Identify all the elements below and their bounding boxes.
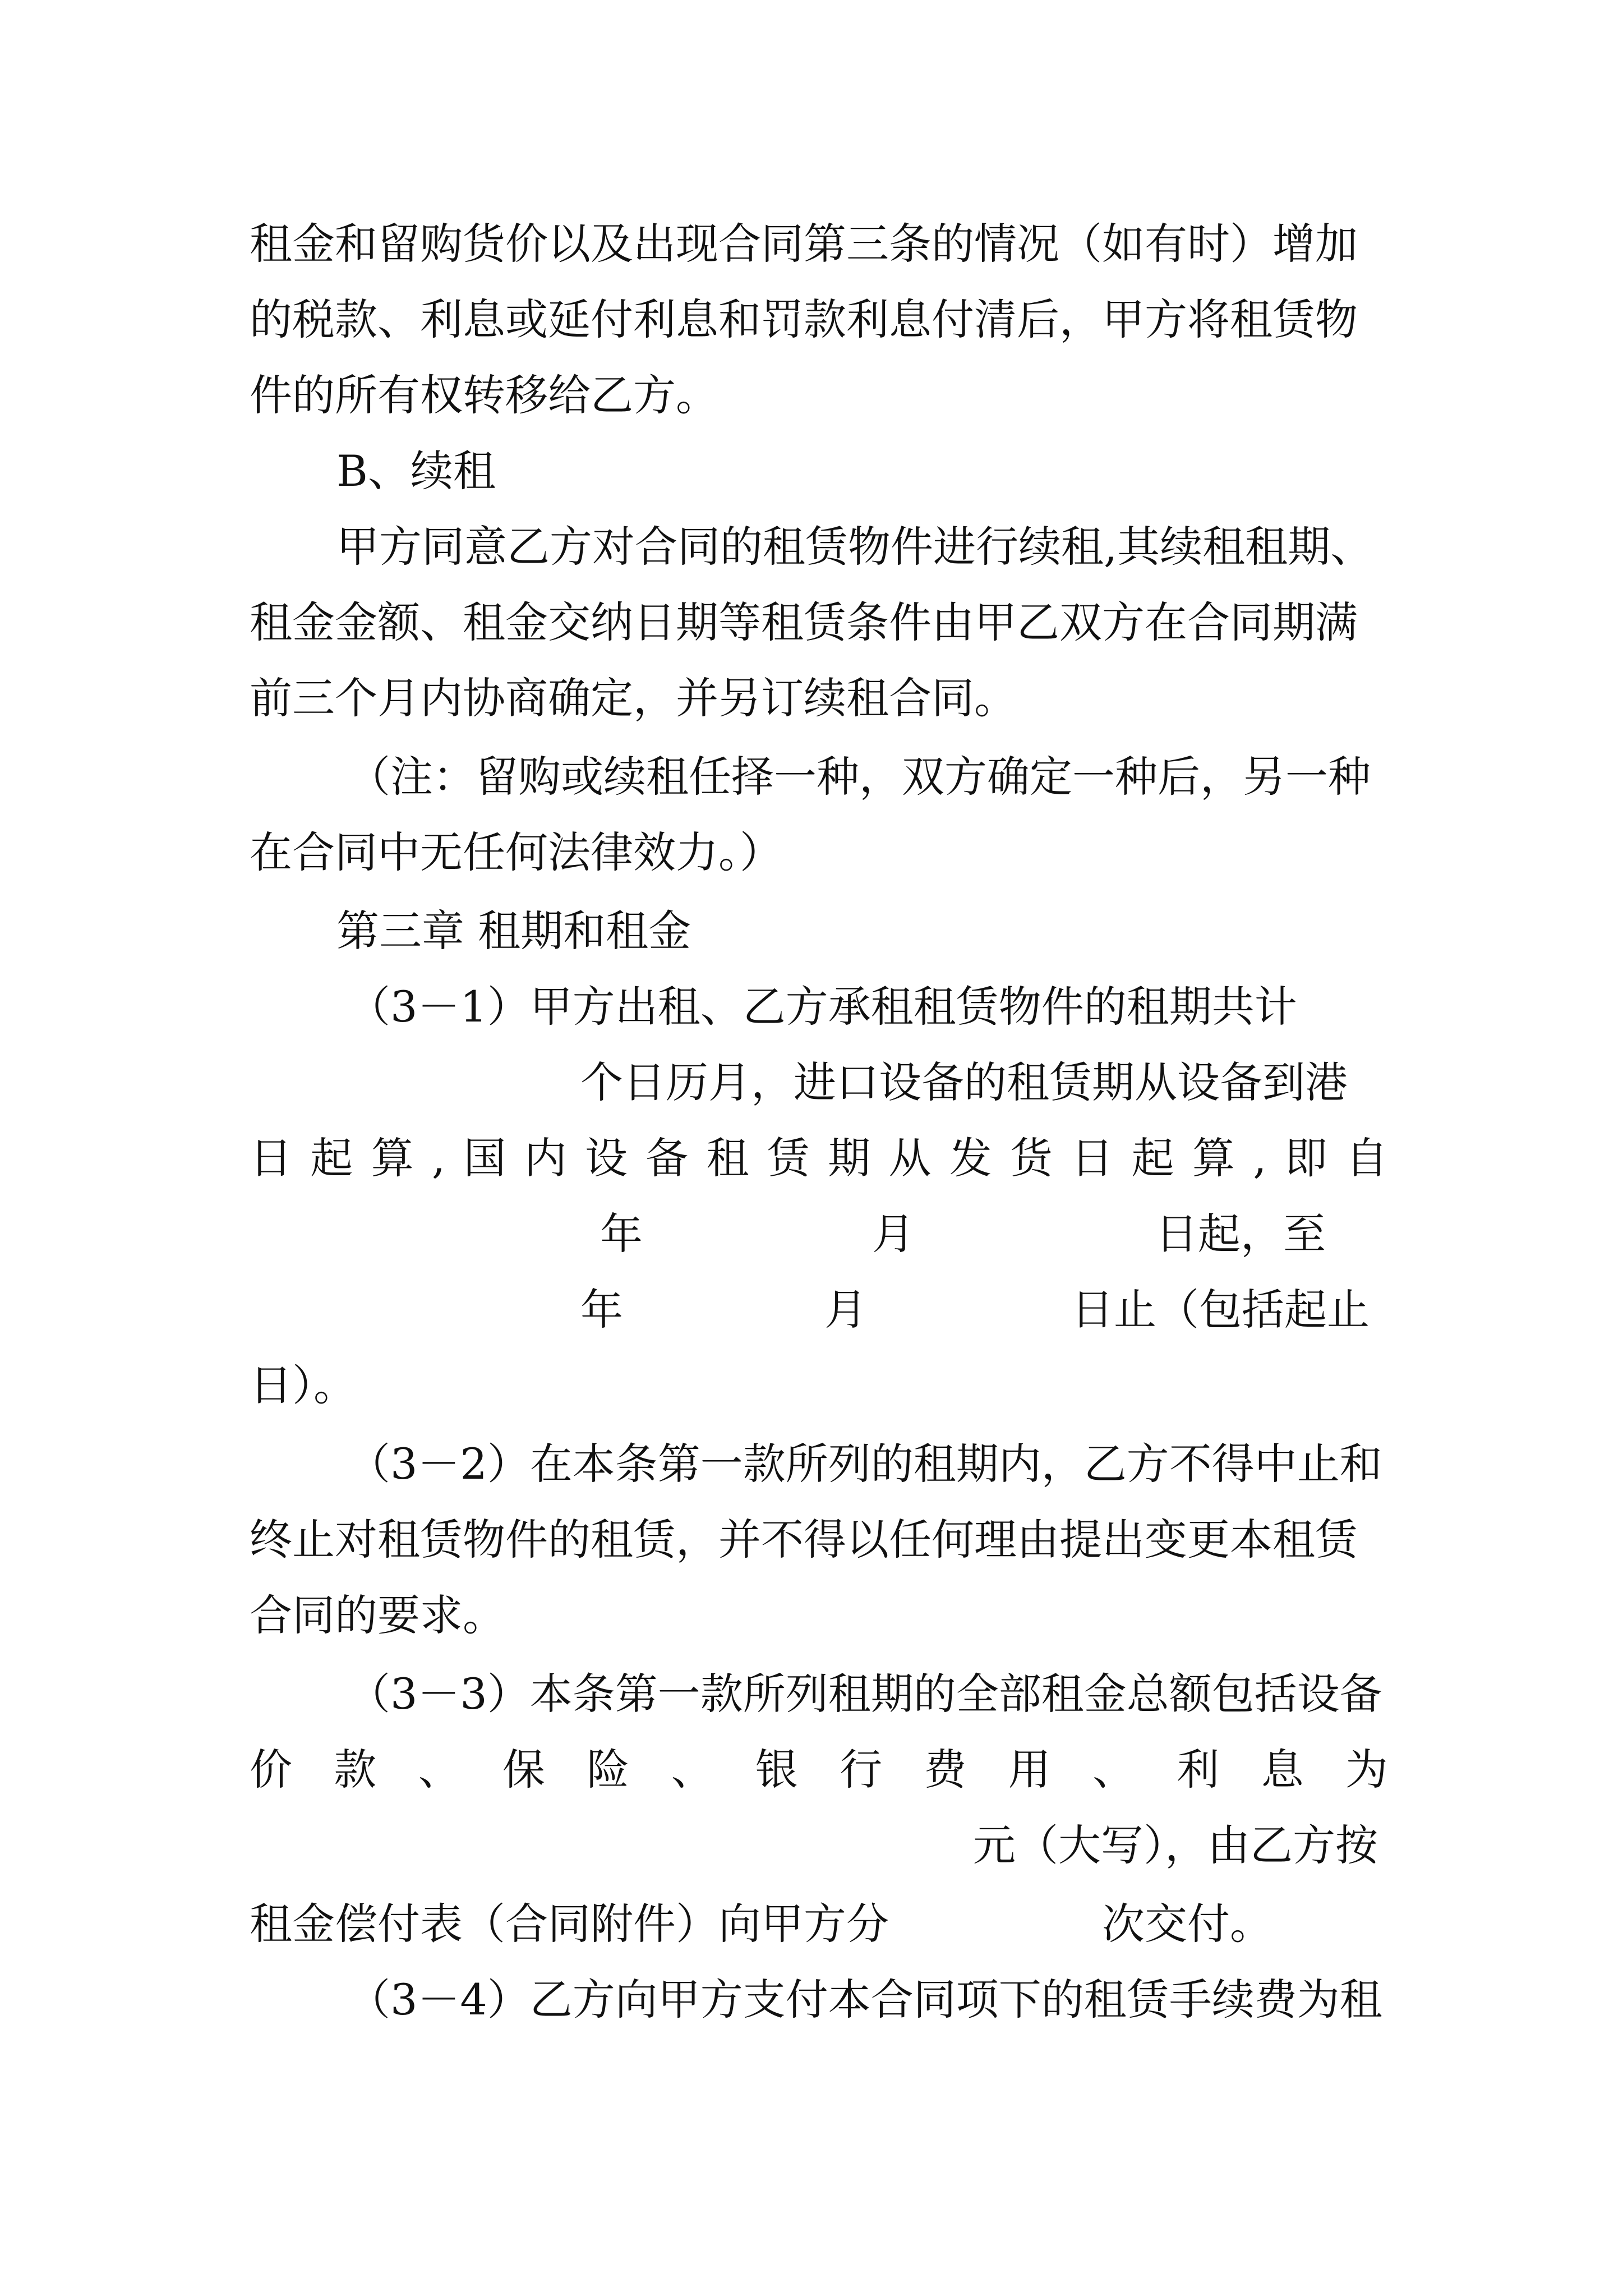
justified-char: 息 <box>1261 1745 1304 1795</box>
clause-3-1-line: 个日历月，进口设备的租赁期从设备到港 <box>580 1057 1348 1107</box>
justified-char: 租 <box>706 1133 749 1183</box>
paragraph-line: 租金金额、租金交纳日期等租赁条件由甲乙双方在合同期满 <box>250 597 1358 647</box>
blank-day-end-label: 日止（包括起止 <box>1071 1285 1370 1335</box>
justified-char: 、 <box>1092 1745 1135 1795</box>
justified-char: 费 <box>924 1745 967 1795</box>
paragraph-line: 租金和留购货价以及出现合同第三条的情况（如有时）增加 <box>250 219 1358 269</box>
note-line: （注：留购或续租任择一种，双方确定一种后，另一种 <box>348 752 1371 802</box>
clause-3-3-line: 元（大写），由乙方按 <box>973 1820 1378 1870</box>
justified-char: 发 <box>949 1133 992 1183</box>
justified-char: 备 <box>645 1133 689 1183</box>
justified-char: 为 <box>1345 1745 1388 1795</box>
justified-char: , <box>1253 1133 1267 1183</box>
justified-char: 货 <box>1010 1133 1053 1183</box>
clause-3-2-line: 终止对租赁物件的租赁，并不得以任何理由提出变更本租赁 <box>250 1515 1358 1565</box>
justified-char: 利 <box>1177 1745 1220 1795</box>
justified-char: 算 <box>371 1133 414 1183</box>
justified-char: 自 <box>1345 1133 1388 1183</box>
justified-char: 日 <box>250 1133 292 1183</box>
clause-3-1-line: （3－1）甲方出租、乙方承租租赁物件的租期共计 <box>348 982 1297 1032</box>
justified-char: 算 <box>1192 1133 1235 1183</box>
clause-3-3-line: 次交付。 <box>1102 1899 1272 1949</box>
clause-3-3-justified-line <box>250 1742 1388 1798</box>
justified-char: 赁 <box>767 1133 810 1183</box>
justified-char: 价 <box>250 1745 292 1795</box>
clause-3-1-line: 日）。 <box>250 1360 356 1410</box>
blank-year-label: 年 <box>600 1209 643 1259</box>
justified-char: 起 <box>310 1133 353 1183</box>
justified-char: 国 <box>463 1133 506 1183</box>
justified-char: 用 <box>1008 1745 1051 1795</box>
justified-char: 、 <box>418 1745 461 1795</box>
blank-month-label: 月 <box>872 1209 915 1259</box>
clause-3-3-line: （3－3）本条第一款所列租期的全部租金总额包括设备 <box>348 1669 1382 1719</box>
paragraph-line: 前三个月内协商确定，并另订续租合同。 <box>250 673 1017 723</box>
clause-3-4-line: （3－4）乙方向甲方支付本合同项下的租赁手续费为租 <box>348 1975 1382 2024</box>
justified-char: 即 <box>1284 1133 1327 1183</box>
justified-char: 起 <box>1131 1133 1174 1183</box>
paragraph-line: 的税款、利息或延付利息和罚款利息付清后，甲方将租赁物 <box>250 295 1358 344</box>
justified-char: 日 <box>1071 1133 1114 1183</box>
clause-3-2-line: 合同的要求。 <box>250 1590 505 1640</box>
justified-char: 保 <box>502 1745 545 1795</box>
justified-char: 款 <box>334 1745 377 1795</box>
clause-3-3-line: 租金偿付表（合同附件）向甲方分 <box>250 1899 889 1949</box>
justified-char: 、 <box>671 1745 714 1795</box>
blank-month-label: 月 <box>824 1285 867 1335</box>
justified-char: 险 <box>587 1745 630 1795</box>
paragraph-line: 件的所有权转移给乙方。 <box>250 370 718 420</box>
clause-3-2-line: （3－2）在本条第一款所列的租期内，乙方不得中止和 <box>348 1439 1382 1489</box>
note-line: 在合同中无任何法律效力。） <box>250 827 782 877</box>
justified-char: , <box>431 1133 446 1183</box>
section-heading-renewal: B、续租 <box>336 446 496 496</box>
justified-char: 期 <box>828 1133 871 1183</box>
blank-day-start-label: 日起，至 <box>1155 1209 1326 1259</box>
paragraph-line: 甲方同意乙方对合同的租赁物件进行续租,其续租租期、 <box>336 522 1373 572</box>
justified-char: 内 <box>524 1133 567 1183</box>
justified-char: 银 <box>755 1745 798 1795</box>
justified-char: 从 <box>888 1133 932 1183</box>
justified-char: 设 <box>584 1133 628 1183</box>
chapter-heading: 第三章 租期和租金 <box>336 906 691 956</box>
clause-3-1-justified-line <box>250 1130 1388 1186</box>
justified-char: 行 <box>840 1745 883 1795</box>
blank-year-label: 年 <box>580 1285 623 1335</box>
